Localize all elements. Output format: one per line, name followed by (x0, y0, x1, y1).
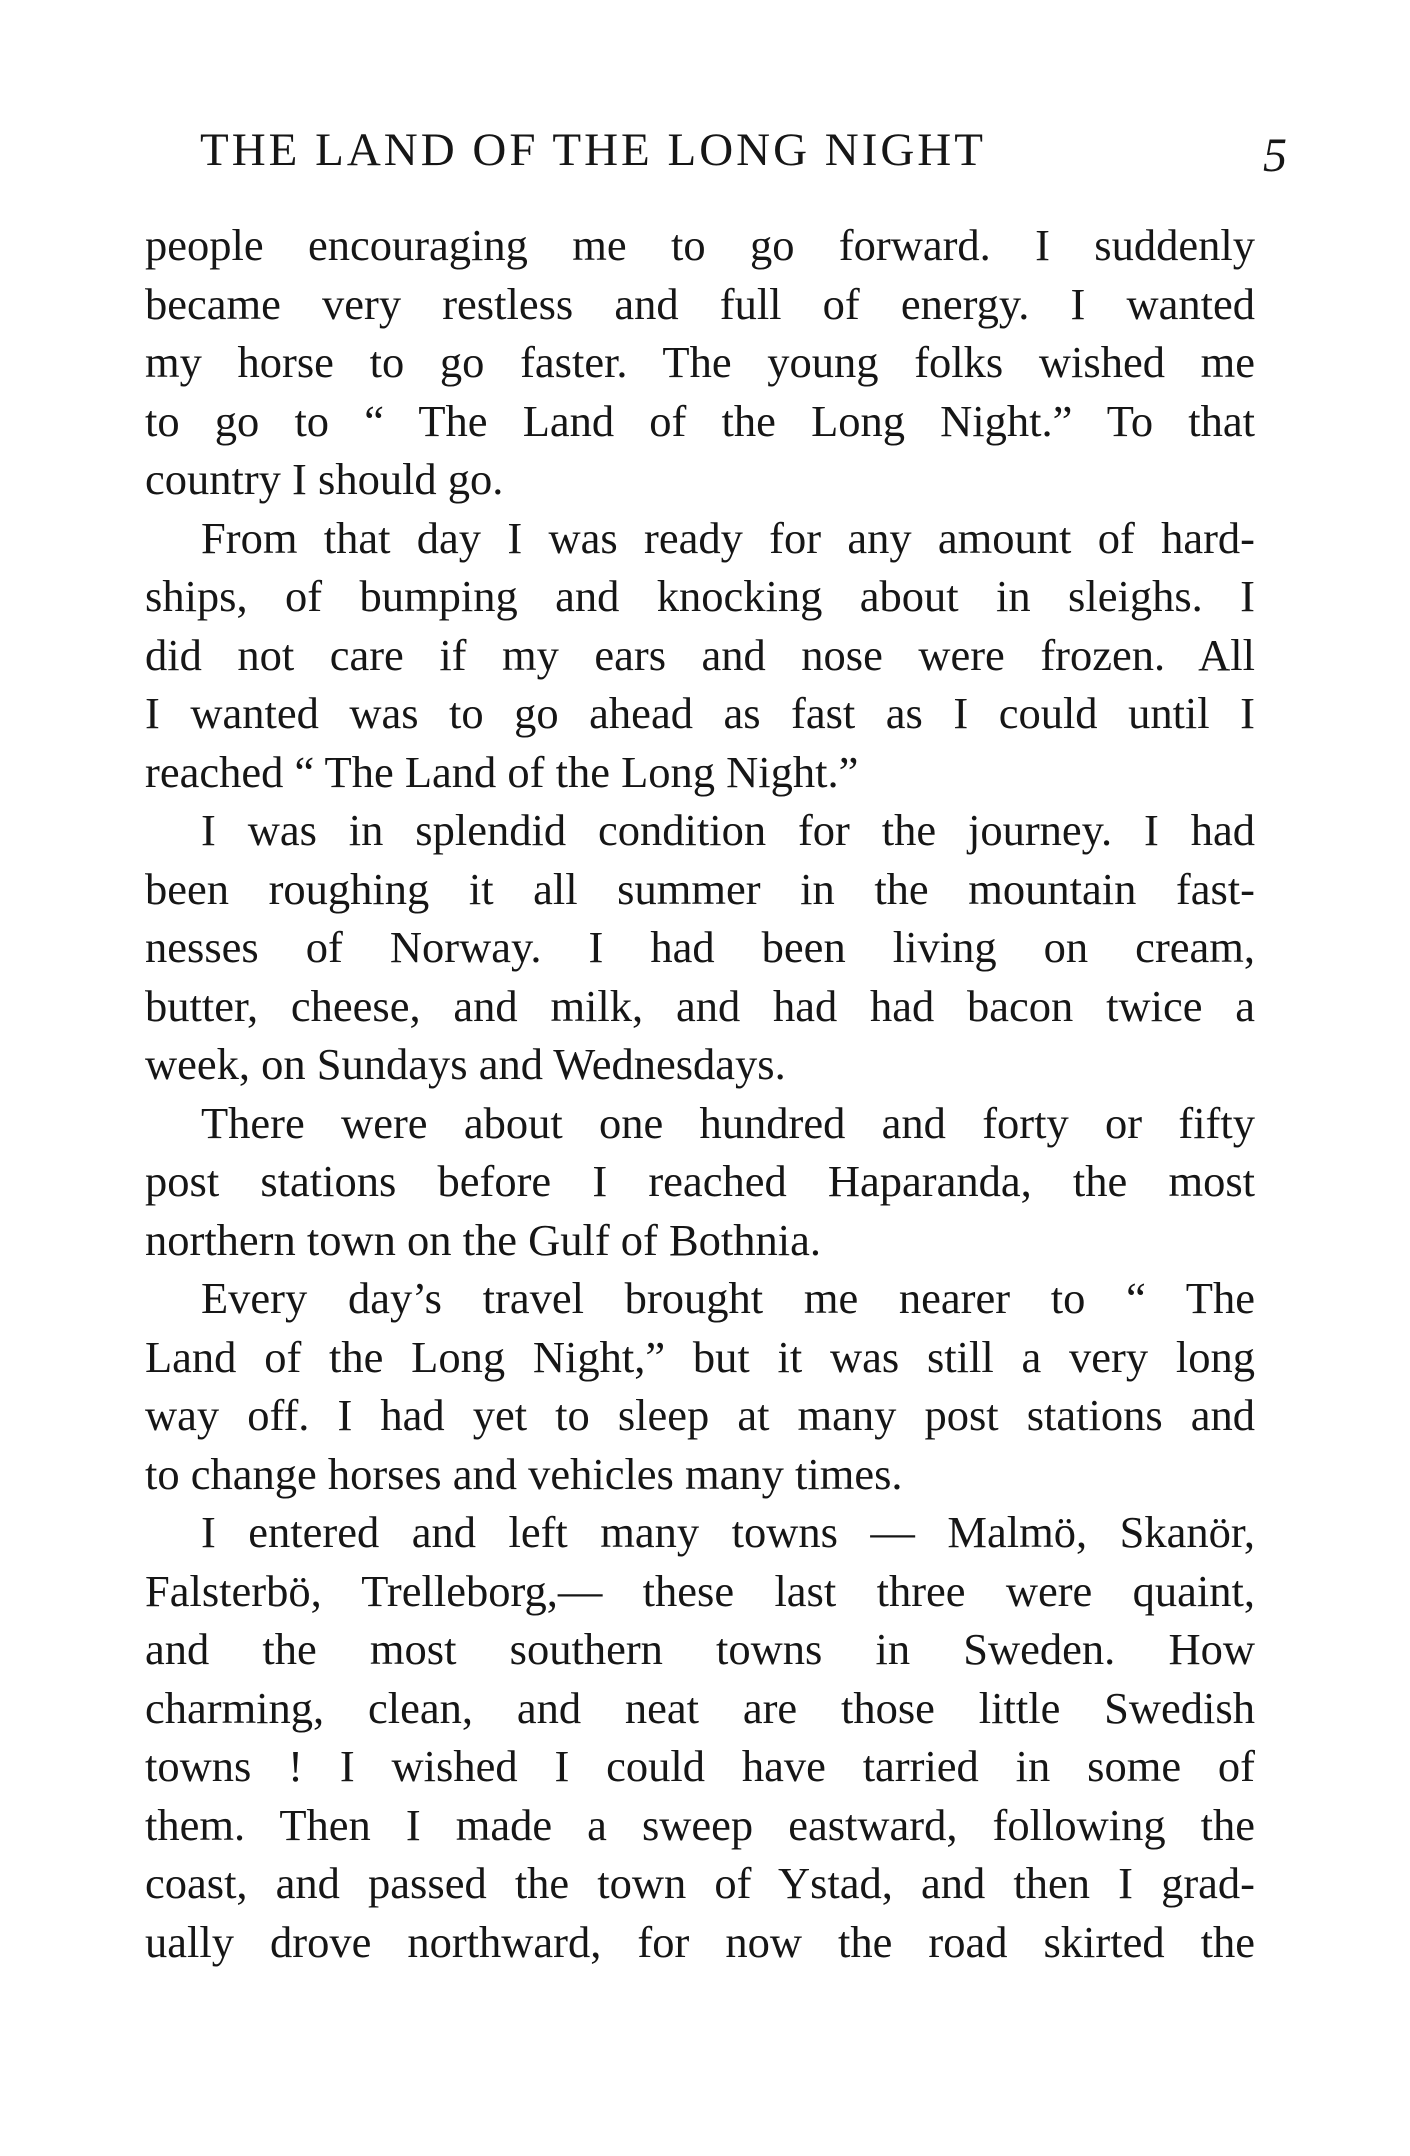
text-line: country I should go. (145, 454, 504, 504)
text-line: Falsterbö, Trelleborg,— these last three were quaint, (145, 1565, 1255, 1616)
text-line: became very restless and full of energy. I wanted (145, 278, 1255, 329)
text-line: to change horses and vehicles many times. (145, 1448, 903, 1499)
text-line: way off. I had yet to sleep at many post stations and (145, 1390, 1255, 1440)
text-line: reached “ The Land of the Long Night.” (145, 746, 859, 797)
text-line: post stations before I reached Haparanda, the most (145, 1156, 1255, 1206)
page-number: 5 (1263, 129, 1290, 182)
text-line: Land of the Long Night,” but it was still a very long (145, 1331, 1255, 1382)
text-line: to go to “ The Land of the Long Night.” To that (145, 395, 1255, 446)
text-line: did not care if my ears and nose were frozen. All (145, 629, 1255, 680)
text-line: my horse to go faster. The young folks wished me (145, 337, 1255, 387)
text-line: and the most southern towns in Sweden. How (145, 1624, 1255, 1674)
text-line: been roughing it all summer in the mountain fast- (145, 863, 1255, 914)
text-line: I entered and left many towns — Malmö, Skanör, (201, 1507, 1255, 1557)
text-line: ually drove northward, for now the road skirted the (145, 1916, 1255, 1967)
text-line: butter, cheese, and milk, and had had bacon twice a (145, 980, 1255, 1031)
text-line: them. Then I made a sweep eastward, following the (145, 1799, 1255, 1850)
running-header (200, 120, 1290, 180)
text-line: ships, of bumping and knocking about in sleighs. I (145, 571, 1255, 621)
text-line: northern town on the Gulf of Bothnia. (145, 1214, 822, 1265)
text-line: There were about one hundred and forty or fifty (201, 1097, 1255, 1148)
text-line: From that day I was ready for any amount of hard- (201, 512, 1255, 563)
body-text (145, 216, 1255, 1971)
running-title: THE LAND OF THE LONG NIGHT (200, 124, 986, 176)
text-line: week, on Sundays and Wednesdays. (145, 1039, 786, 1089)
text-line: Every day’s travel brought me nearer to “ The (201, 1273, 1255, 1323)
text-line: I wanted was to go ahead as fast as I could until I (145, 688, 1255, 738)
text-line: coast, and passed the town of Ystad, and then I grad- (145, 1858, 1255, 1908)
text-line: I was in splendid condition for the journey. I had (201, 805, 1255, 855)
text-line: towns ! I wished I could have tarried in some of (145, 1741, 1255, 1791)
text-line: people encouraging me to go forward. I suddenly (145, 220, 1255, 270)
text-line: nesses of Norway. I had been living on cream, (145, 922, 1255, 972)
text-line: charming, clean, and neat are those little Swedish (145, 1682, 1255, 1733)
